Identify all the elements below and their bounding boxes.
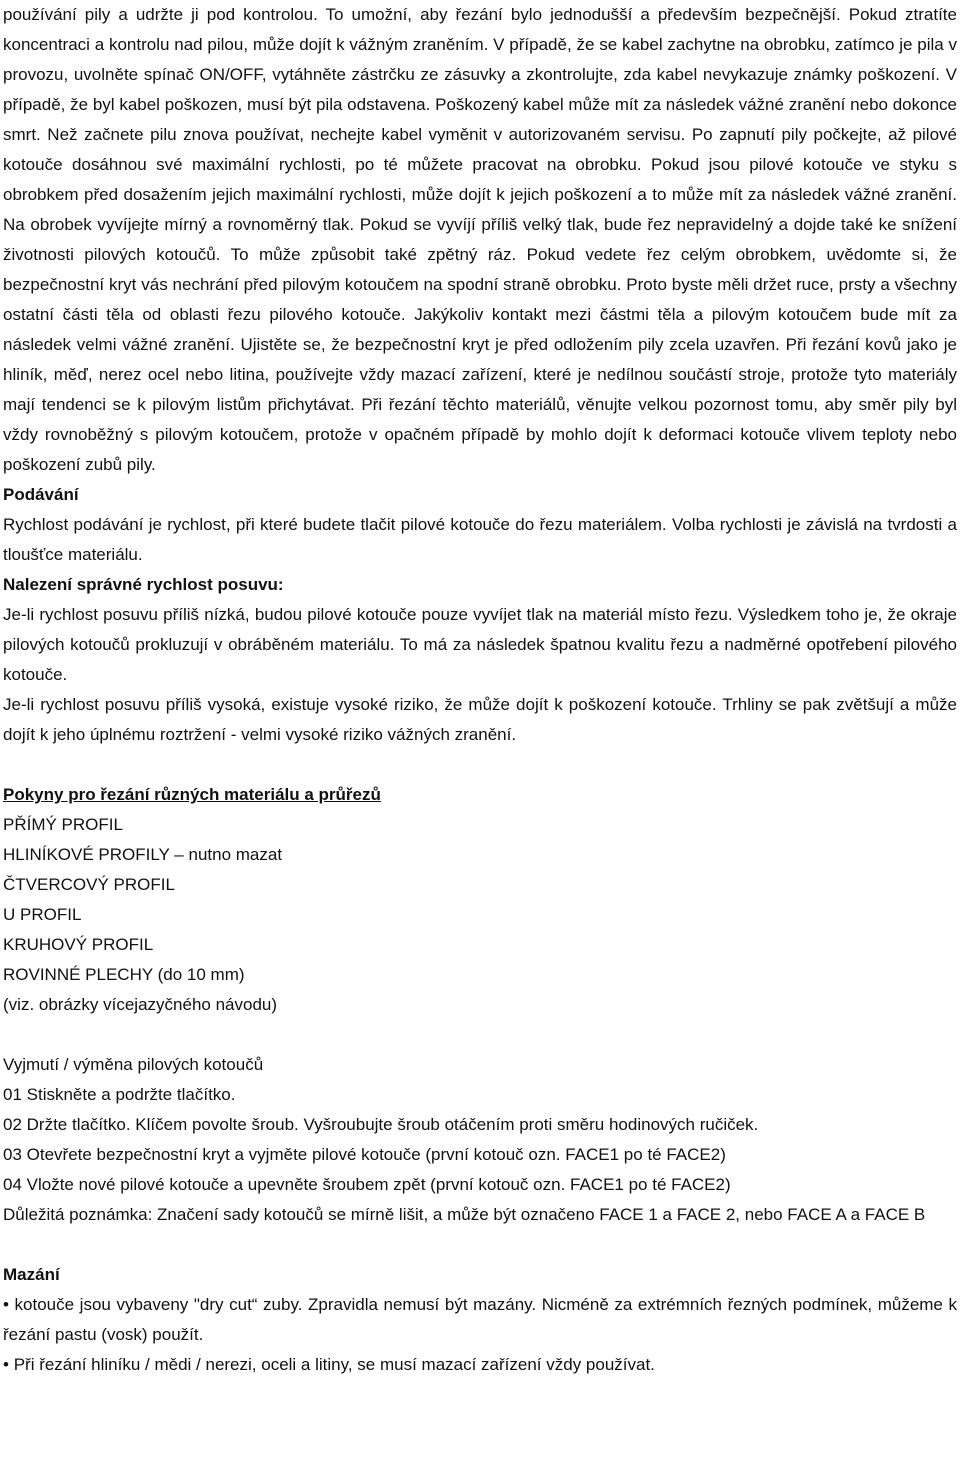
cutting-guide-item: ČTVERCOVÝ PROFIL <box>3 875 175 894</box>
section-spacer <box>3 1020 957 1050</box>
cutting-guide-item: (viz. obrázky vícejazyčného návodu) <box>3 995 278 1014</box>
bullet-icon: • <box>3 1355 9 1374</box>
cutting-guide-item: PŘÍMÝ PROFIL <box>3 815 123 834</box>
lubrication-bullet <box>3 1350 957 1380</box>
blade-replacement-step: 02 Držte tlačítko. Klíčem povolte šroub. Vyšroubujte šroub otáčením proti směru hodinových ručiček. <box>3 1115 759 1134</box>
cutting-guide-item: U PROFIL <box>3 905 82 924</box>
section-spacer <box>3 750 957 780</box>
feeding-text: Rychlost podávání je rychlost, při které budete tlačit pilové kotouče do řezu materiálem. Volba rychlosti je závislá na tvrdosti a tloušťce materiálu. <box>3 515 957 564</box>
lubrication-heading: Mazání <box>3 1265 60 1284</box>
cutting-guide-item: HLINÍKOVÉ PROFILY – nutno mazat <box>3 845 283 864</box>
cutting-guide-item: KRUHOVÝ PROFIL <box>3 935 154 954</box>
bullet-icon: • <box>3 1295 9 1314</box>
lubrication-bullet <box>3 1290 957 1350</box>
blade-replacement-heading: Vyjmutí / výměna pilových kotoučů <box>3 1055 264 1074</box>
section-spacer <box>3 1230 957 1260</box>
feed-speed-heading: Nalezení správné rychlost posuvu: <box>3 575 284 594</box>
lubrication-bullet-text: Při řezání hliníku / mědi / nerezi, oceli a litiny, se musí mazací zařízení vždy používat. <box>13 1355 655 1374</box>
blade-replacement-note: Důležitá poznámka: Značení sady kotoučů se mírně lišit, a může být označeno FACE 1 a FACE 2, nebo FACE A a FACE B <box>3 1205 926 1224</box>
feed-speed-too-high: Je-li rychlost posuvu příliš vysoká, existuje vysoké riziko, že může dojít k poškození kotouče. Trhliny se pak zvětšují a může dojít k jeho úplnému roztržení - velmi vysoké riziko vážných zranění. <box>3 695 957 744</box>
blade-replacement-step: 03 Otevřete bezpečnostní kryt a vyjměte pilové kotouče (první kotouč ozn. FACE1 po té FACE2) <box>3 1145 726 1164</box>
intro-paragraph: používání pily a udržte ji pod kontrolou. To umožní, aby řezání bylo jednodušší a především bezpečnější. Pokud ztratíte koncentraci a kontrolu nad pilou, může dojít k vážným zraněním. V případě, že se kabel zachytne na obrobku, zatímco je pila v provozu, uvolněte spínač ON/OFF, vytáhněte zástrčku ze zásuvky a zkontrolujte, zda kabel nevykazuje známky poškození. V případě, že byl kabel poškozen, musí být pila odstavena. Poškozený kabel může mít za následek vážné zranění nebo dokonce smrt. Než začnete pilu znova používat, nechejte kabel vyměnit v autorizovaném servisu. Po zapnutí pily počkejte, až pilové kotouče dosáhnou své maximální rychlosti, po té můžete pracovat na obrobku. Pokud jsou pilové kotouče ve styku s obrobkem před dosažením jejich maximální rychlosti, může dojít k jejich poškození a to může mít za následek vážné zranění. Na obrobek vyvíjejte mírný a rovnoměrný tlak. Pokud se vyvíjí příliš velký tlak, bude řez nepravidelný a dojde také ke snížení životnosti pilových kotoučů. To může způsobit také zpětný ráz. Pokud vedete řez celým obrobkem, uvědomte si, že bezpečnostní kryt vás nechrání před pilovým kotoučem na spodní straně obrobku. Proto byste měli držet ruce, prsty a všechny ostatní části těla od oblasti řezu pilového kotouče. Jakýkoliv kontakt mezi částmi těla a pilovým kotoučem bude mít za následek velmi vážné zranění. Ujistěte se, že bezpečnostní kryt je před odložením pily zcela uzavřen. Při řezání kovů jako je hliník, měď, nerez ocel nebo litina, používejte vždy mazací zařízení, které je nedílnou součástí stroje, protože tyto materiály mají tendenci se k pilovým listům přichytávat. Při řezání těchto materiálů, věnujte velkou pozornost tomu, aby směr pily byl vždy rovnoběžný s pilovým kotoučem, protože v opačném případě by mohlo dojít k deformaci kotouče vlivem teploty nebo poškození zubů pily. <box>3 5 957 474</box>
cutting-guide-heading: Pokyny pro řezání různých materiálu a průřezů <box>3 785 381 804</box>
blade-replacement-step: 01 Stiskněte a podržte tlačítko. <box>3 1085 236 1104</box>
blade-replacement-step: 04 Vložte nové pilové kotouče a upevněte šroubem zpět (první kotouč ozn. FACE1 po té FACE2) <box>3 1175 731 1194</box>
feed-speed-too-low: Je-li rychlost posuvu příliš nízká, budou pilové kotouče pouze vyvíjet tlak na materiál místo řezu. Výsledkem toho je, že okraje pilových kotoučů prokluzují v obráběném materiálu. To má za následek špatnou kvalitu řezu a nadměrné opotřebení pilového kotouče. <box>3 605 957 684</box>
lubrication-bullet-text: kotouče jsou vybaveny "dry cut“ zuby. Zpravidla nemusí být mazány. Nicméně za extrémních řezných podmínek, můžeme k řezání pastu (vosk) použít. <box>3 1295 957 1344</box>
feeding-heading: Podávání <box>3 485 79 504</box>
cutting-guide-item: ROVINNÉ PLECHY (do 10 mm) <box>3 965 245 984</box>
